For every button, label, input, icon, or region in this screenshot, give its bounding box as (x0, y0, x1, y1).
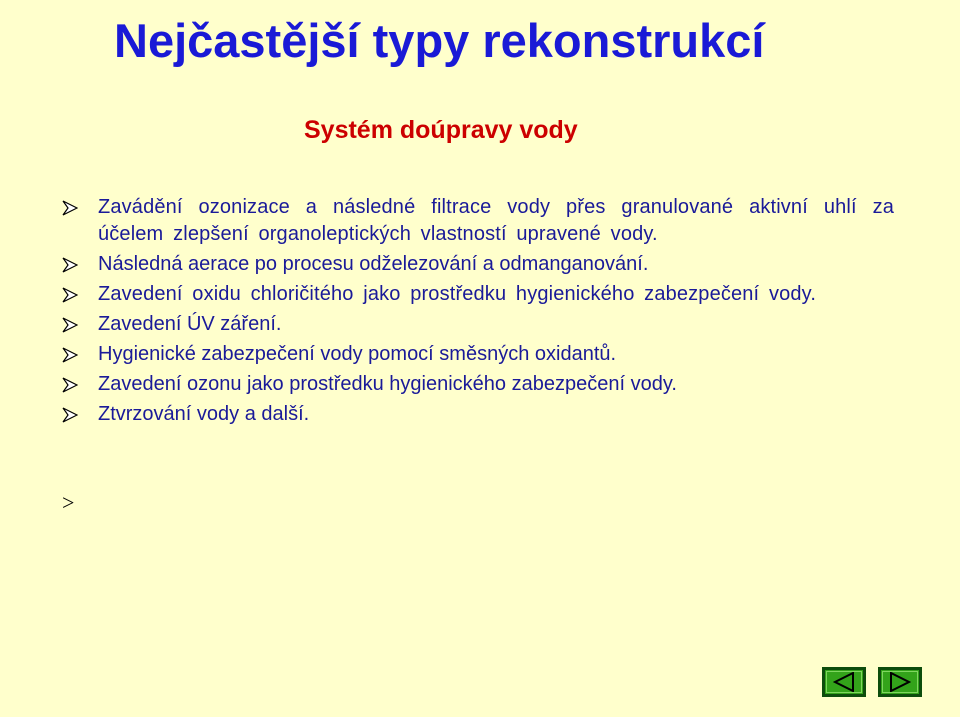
slide-title: Nejčastější typy rekonstrukcí (114, 14, 765, 67)
arrowhead-bullet-icon (62, 200, 78, 216)
arrowhead-bullet-icon (62, 287, 78, 303)
arrowhead-bullet-icon (62, 317, 78, 333)
bullet-item (62, 401, 894, 428)
arrowhead-bullet-icon (62, 347, 78, 363)
bullet-text: Zavedení ÚV záření. (98, 313, 282, 335)
trailing-mark: > (62, 490, 75, 515)
triangle-left-icon (833, 672, 855, 692)
bullet-text: Zavádění ozonizace a následné filtrace vody přes granulované aktivní uhlí za účelem zlepšení organoleptických vlastností upravené vody. (98, 196, 894, 245)
bullet-item (62, 311, 894, 338)
bullet-text: Ztvrzování vody a další. (98, 403, 310, 425)
bullet-item (62, 194, 894, 248)
bullet-item (62, 341, 894, 368)
bullet-text: Zavedení oxidu chloričitého jako prostředku hygienického zabezpečení vody. (98, 283, 817, 305)
arrowhead-bullet-icon (62, 377, 78, 393)
previous-slide-button[interactable] (822, 667, 866, 697)
bullet-text: Následná aerace po procesu odželezování a odmanganování. (98, 253, 649, 275)
slide-subtitle: Systém doúpravy vody (304, 116, 578, 144)
bullet-text: Zavedení ozonu jako prostředku hygienického zabezpečení vody. (98, 373, 677, 395)
arrowhead-bullet-icon (62, 257, 78, 273)
bullet-item (62, 251, 894, 278)
bullet-list (62, 194, 894, 431)
triangle-right-icon (889, 672, 911, 692)
bullet-item (62, 281, 894, 308)
bullet-item (62, 371, 894, 398)
slide-navigation (822, 667, 922, 697)
arrowhead-bullet-icon (62, 407, 78, 423)
next-slide-button[interactable] (878, 667, 922, 697)
bullet-text: Hygienické zabezpečení vody pomocí směsných oxidantů. (98, 343, 617, 365)
